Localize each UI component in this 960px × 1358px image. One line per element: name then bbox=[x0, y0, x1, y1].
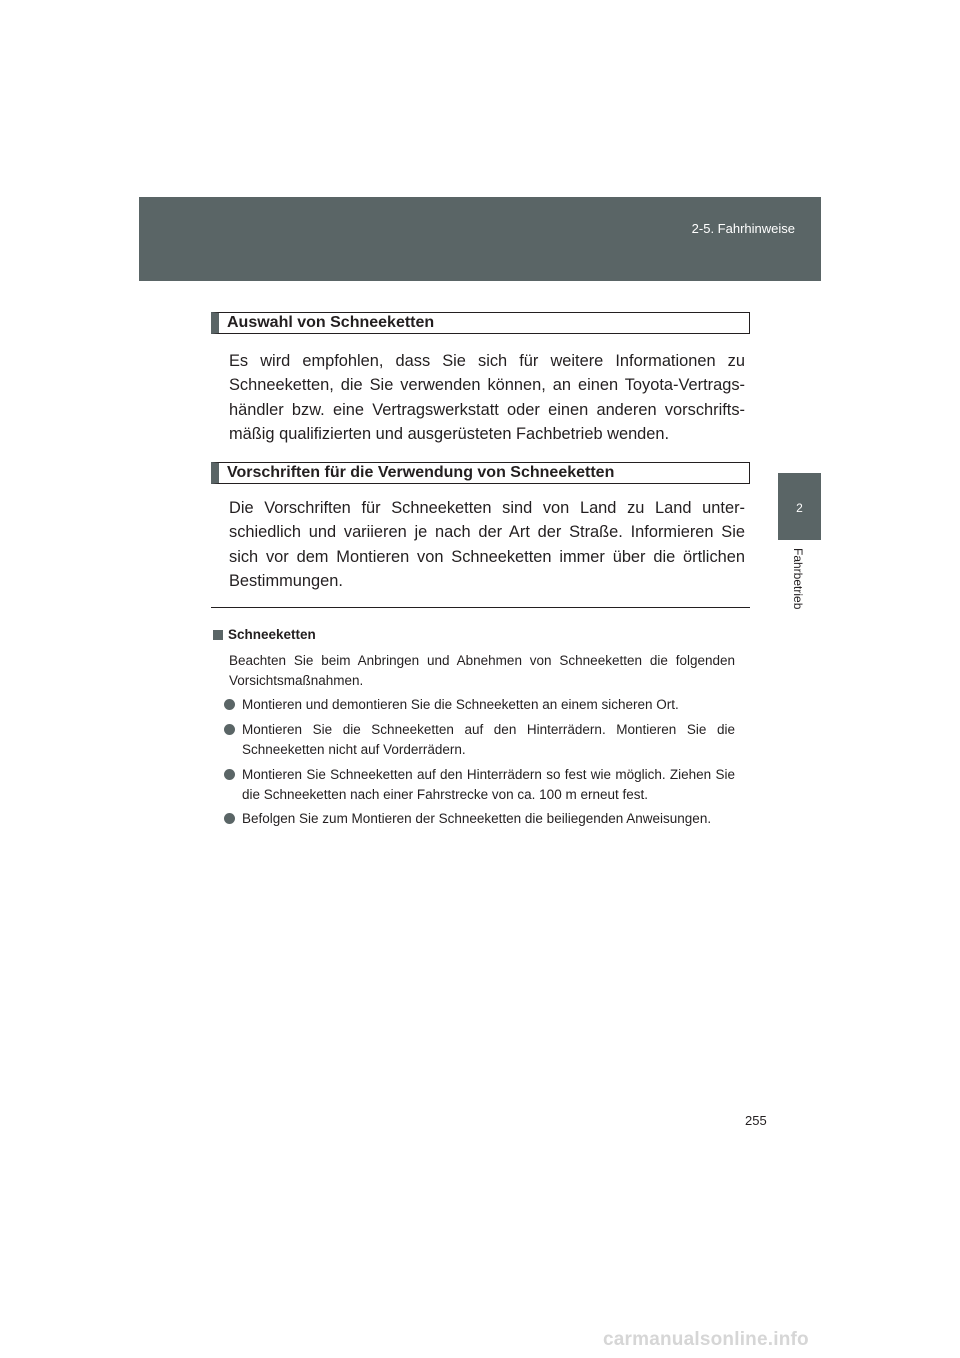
section-body-chain-selection: Es wird empfohlen, dass Sie sich für weitere Informationen zu Schneeketten, die Sie verwenden können, an einen Toyota-Vertragshändler bzw. eine Vertragswerkstatt oder einen anderen vorschriftsmäßig qualifizierten und ausgerüsteten Fachbetrieb wenden. bbox=[229, 352, 745, 443]
section-divider bbox=[211, 607, 750, 608]
header-band bbox=[139, 197, 821, 281]
section-heading-chain-selection: Auswahl von Schneeketten bbox=[211, 312, 750, 334]
list-item bbox=[212, 809, 735, 829]
notes-title: Schneeketten bbox=[228, 627, 316, 642]
list-item bbox=[212, 765, 735, 805]
page-number: 255 bbox=[745, 1113, 767, 1128]
header-section-label: 2-5. Fahrhinweise bbox=[691, 221, 795, 236]
chapter-number: 2 bbox=[796, 501, 803, 515]
list-item-text: Montieren und demontieren Sie die Schneeketten an einem sicheren Ort. bbox=[242, 697, 679, 713]
chapter-tab bbox=[778, 473, 821, 540]
square-bullet-icon bbox=[213, 630, 223, 640]
watermark: carmanualsonline.info bbox=[603, 1329, 809, 1350]
section-heading-chain-regulations: Vorschriften für die Verwendung von Schneeketten bbox=[211, 462, 750, 484]
list-item bbox=[212, 695, 735, 715]
list-item bbox=[212, 720, 735, 760]
circle-bullet-icon bbox=[224, 699, 235, 710]
circle-bullet-icon bbox=[224, 813, 235, 824]
notes-block bbox=[212, 625, 735, 829]
list-item-text: Befolgen Sie zum Montieren der Schneeketten die beiliegenden Anweisungen. bbox=[242, 811, 712, 827]
chapter-label-container bbox=[777, 548, 822, 630]
list-item-text: Montieren Sie die Schneeketten auf den Hinterrädern. Montieren Sie die Schneeketten nicht auf Vorderrädern. bbox=[242, 722, 735, 757]
list-item-text: Montieren Sie Schneeketten auf den Hinterrädern so fest wie möglich. Ziehen Sie die Schneeketten nach einer Fahrstrecke von ca. 100 m erneut fest. bbox=[242, 766, 735, 802]
chapter-label: Fahrbetrieb bbox=[791, 548, 805, 610]
section-body-chain-regulations: Die Vorschriften für Schneeketten sind von Land zu Land unterschiedlich und variieren je nach der Art der Straße. Informieren Sie sich vor dem Montieren von Schneeketten immer über die örtlichen Bestimmungen. bbox=[229, 499, 745, 590]
circle-bullet-icon bbox=[224, 769, 235, 780]
circle-bullet-icon bbox=[224, 724, 235, 735]
notes-intro: Beachten Sie beim Anbringen und Abnehmen von Schneeketten die folgenden Vorsichtsmaßnahmen. bbox=[229, 652, 735, 688]
notes-heading bbox=[212, 625, 735, 645]
